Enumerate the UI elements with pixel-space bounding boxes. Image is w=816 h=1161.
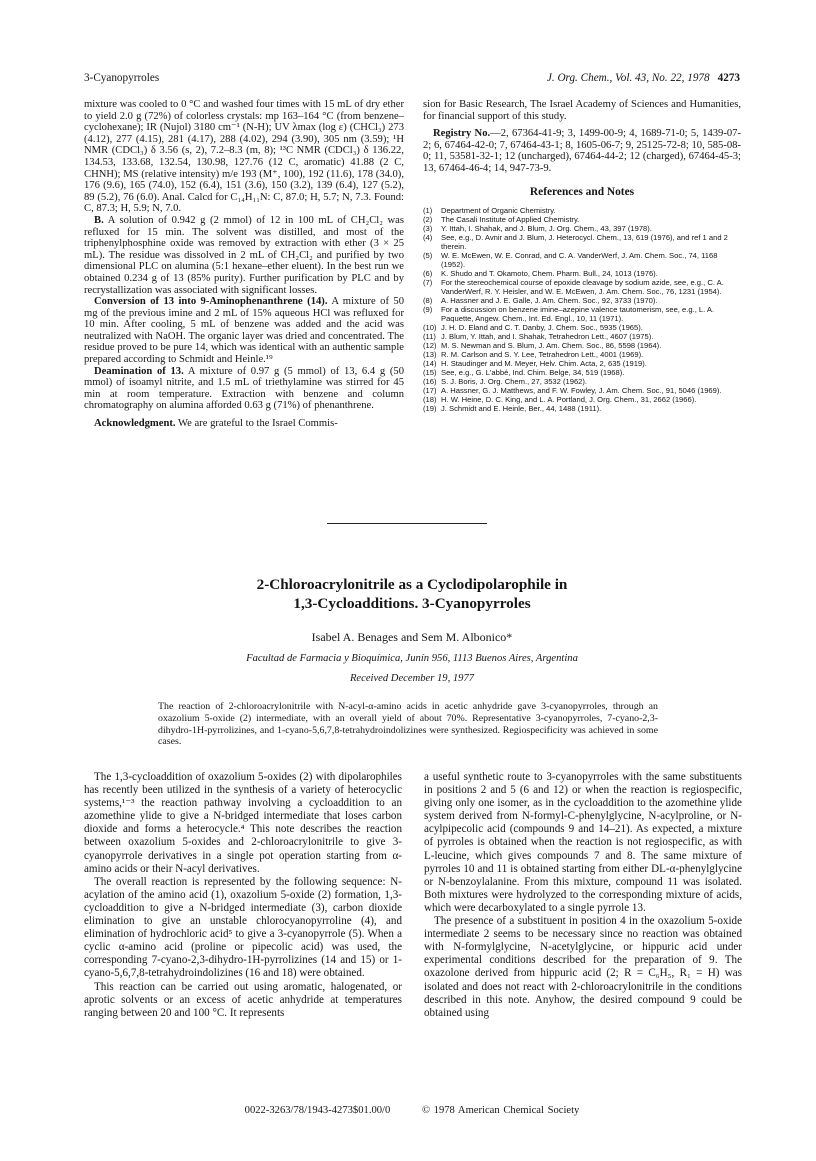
body-left-column (84, 771, 402, 1020)
reference-item (423, 341, 741, 350)
reference-item (423, 251, 741, 269)
reference-number: (8) (423, 296, 433, 306)
reference-text: J. Blum, Y. Ittah, and I. Shahak, Tetrahedron Lett., 4607 (1975). (441, 332, 654, 342)
reference-text: See, e.g., G. L'abbé, Ind. Chim. Belge, 34, 519 (1968). (441, 368, 625, 378)
paragraph: This reaction can be carried out using aromatic, halogenated, or aprotic solvents or an excess of acetic anhydride at temperatures ranging between 20 and 100 °C. It represents (84, 980, 402, 1019)
reference-text: W. E. McEwen, W. E. Conrad, and C. A. VanderWerf, J. Am. Chem. Soc., 74, 1168 (1952). (441, 251, 718, 270)
paragraph-text: A mixture of 0.97 g (5 mmol) of 13, 6.4 g (50 mmol) of isoamyl nitrite, and 1.5 mL of triethylamine was stirred for 45 min at room temperature. Extraction with benzene and column chromatography on alumina afforded 0.63 g (71%) of phenanthrene. (84, 365, 404, 412)
reference-text: R. M. Carlson and S. Y. Lee, Tetrahedron Lett., 4001 (1969). (441, 350, 644, 360)
authors: Isabel A. Benages and Sem M. Albonico* (311, 630, 513, 644)
paragraph: mixture was cooled to 0 °C and washed four times with 15 mL of dry ether to yield 2.0 g (72%) of colorless crystals: mp 163–164 °C (from benzene–cyclohexane); IR (Nujol) 3180 cm⁻¹ (N-H); UV λmax (log ε) (CHCl₃) 273 (4.12), 277 (4.15), 281 (4.17), 288 (4.02), 294 (3.90), 305 nm (3.59); ¹H NMR (CDCl₃) δ 3.56 (s, 2), 7.2–8.3 (m, 8); ¹³C NMR (CDCl₃) δ 136.22, 134.53, 133.68, 132.54, 130.98, 127.76 (12 C, aromatic) 41.88 (2 C, CHNH); MS (relative intensity) m/e 193 (M⁺, 100), 192 (11.6), 178 (34.0), 176 (9.6), 165 (74.0), 152 (6.4), 151 (3.6), 150 (3.2), 139 (6.4), 127 (5.2), 89 (5.2), 76 (6.0). Anal. Calcd for C₁₄H₁₁N: C, 87.0; H, 5.7; N, 7.3. Found: C, 87.3; H, 5.9; N, 7.0. (84, 99, 404, 215)
reference-number: (16) (423, 377, 437, 387)
paragraph: The overall reaction is represented by the following sequence: N-acylation of the amino acid (1), oxazolium 5-oxide (2) formation, 1,3-cycloaddition to give a N-bridged intermediate (3), carbon dioxide elimination to give an unstable chlorocyanopyrroline (4), and elimination of hydrochloric acid⁵ to give a 3-cyanopyrrole (5). When a cyclic α-amino acid (proline or pipecolic acid) was used, the corresponding 7-cyano-2,3-dihydro-1H-pyrrolizines (14 and 15) or 1-cyano-5,6,7,8-tetrahydroindolizines (16 and 18) were obtained. (84, 875, 402, 980)
reference-item (423, 224, 741, 233)
reference-text: S. J. Boris, J. Org. Chem., 27, 3532 (1962). (441, 377, 588, 387)
reference-item (423, 269, 741, 278)
paragraph: The presence of a substituent in position 4 in the oxazolium 5-oxide intermediate 2 seems to be necessary since no reaction was obtained with N-formylglycine, N-acetylglycine, or hippuric acid under experimental conditions described for the preparation of 9. The oxazolone derived from hippuric acid (2; R = C₆H₅, R₁ = H) was isolated and does not react with 2-chloroacrylonitrile in the conditions described in this note. Anyhow, the desired compound 9 could be obtained using (424, 915, 742, 1019)
footer-copyright: © 1978 American Chemical Society (421, 1105, 580, 1116)
reference-number: (6) (423, 269, 433, 279)
reference-number: (10) (423, 323, 437, 333)
running-title: 3-Cyanopyrroles (84, 72, 160, 84)
left-column-experimental (84, 99, 404, 430)
article-title-line: 2-Chloroacrylonitrile as a Cyclodipolarophile in (256, 576, 568, 593)
reference-text: H. Staudinger and M. Meyer, Helv. Chim. Acta, 2, 635 (1919). (441, 359, 647, 369)
footer-code: 0022-3263/78/1943-4273$01.00/0 (244, 1105, 391, 1116)
section-divider (327, 523, 487, 524)
reference-item (423, 206, 741, 215)
reference-text: For a discussion on benzene imine–azepine valence tautomerism, see, e.g., L. A. Paquette, Angew. Chem., Int. Ed. Engl., 10, 11 (1971). (441, 305, 715, 324)
reference-text: The Casali Institute of Applied Chemistry. (441, 215, 580, 225)
paragraph: sion for Basic Research, The Israel Academy of Sciences and Humanities, for financial support of this study. (423, 99, 741, 122)
page-footer (84, 1105, 740, 1116)
reference-number: (13) (423, 350, 437, 360)
reference-number: (17) (423, 386, 437, 396)
reference-item (423, 332, 741, 341)
reference-text: H. W. Heine, D. C. King, and L. A. Portland, J. Org. Chem., 31, 2662 (1966). (441, 395, 697, 405)
reference-text: A. Hassner, G. J. Matthews, and F. W. Fowley, J. Am. Chem. Soc., 91, 5046 (1969). (441, 386, 722, 396)
reference-number: (19) (423, 404, 437, 414)
reference-item (423, 296, 741, 305)
reference-item (423, 368, 741, 377)
reference-number: (15) (423, 368, 437, 378)
references-list (423, 206, 741, 413)
abstract: The reaction of 2-chloroacrylonitrile with N-acyl-α-amino acids in acetic anhydride gave 3-cyanopyrroles, through an oxazolium 5-oxide (2) intermediate, with an overall yield of about 70%. Representative 3-cyanopyrroles, 7-cyano-2,3-dihydro-1H-pyrrolizines, and 1-cyano-5,6,7,8-tetrahydroindolizines were synthesized. Regiospecificity was achieved in some cases. (158, 701, 658, 748)
article-title-line: 1,3-Cycloadditions. 3-Cyanopyrroles (293, 595, 531, 612)
paragraph-label: Conversion of 13 into 9-Aminophenanthrene (14). (94, 296, 328, 308)
article-title (84, 575, 740, 613)
reference-text: See, e.g., D. Avnir and J. Blum, J. Heterocycl. Chem., 13, 619 (1976), and ref 1 and 2 therein. (441, 233, 728, 252)
reference-text: For the stereochemical course of epoxide cleavage by sodium azide, see, e.g., C. A. VanderWerf, R. Y. Heisler, and W. E. McEwen, J. Am. Chem. Soc., 76, 1231 (1954). (441, 278, 724, 297)
right-column-notes (423, 99, 741, 413)
paragraph-text: A solution of 0.942 g (2 mmol) of 12 in 100 mL of CH₂Cl₂ was refluxed for 15 min. The solvent was distilled, and most of the triphenylphosphine oxide was removed by extraction with ether (3 × 25 mL). The residue was dissolved in 2 mL of CH₂Cl₂ and purified by two dimensional PLC on alumina (5:1 hexane–ether eluent). In the best run we obtained 0.234 g of 13 (85% purity). Further purification by PLC and by recrystallization was associated with significant losses. (84, 214, 404, 296)
reference-number: (7) (423, 278, 433, 288)
registry-numbers (423, 128, 741, 174)
reference-number: (3) (423, 224, 433, 234)
reference-item (423, 404, 741, 413)
body-right-column (424, 771, 742, 1020)
received-date: Received December 19, 1977 (349, 673, 475, 684)
references-heading: References and Notes (529, 185, 635, 198)
reference-text: K. Shudo and T. Okamoto, Chem. Pharm. Bull., 24, 1013 (1976). (441, 269, 658, 279)
reference-number: (9) (423, 305, 433, 315)
paragraph: a useful synthetic route to 3-cyanopyrroles with the same substituents in positions 2 and 5 (6 and 12) or when the reaction is regiospecific, giving only one isomer, as in the cycloaddition to the azomethine ylide system derived from N-formyl-C-phenylglycine, N-acylproline, or N-acylpipecolic acid (compounds 9 and 14–21). As expected, a mixture of pyrroles is obtained when the reaction is not regiospecific, as with L-leucine, which gives compounds 7 and 8. The same mixture of pyrroles 10 and 11 is obtained starting from either DL-α-phenylglycine or N-benzoylalanine. From this mixture, compound 11 was isolated. Both mixtures were hydrolyzed to the corresponding mixture of acids, which were decarboxylated to a single pyrrole 13. (424, 771, 742, 914)
paragraph-label: B. (94, 214, 104, 226)
paragraph: The 1,3-cycloaddition of oxazolium 5-oxides (2) with dipolarophiles has recently been utilized in the synthesis of a variety of heterocyclic systems,¹⁻³ the reaction pathway involving a cycloaddition to an azomethine ylide to give a N-bridged intermediate that loses carbon dioxide and forms a heterocycle.⁴ This note describes the reaction between oxazolium 5-oxides and 2-chloroacrylonitrile to give 3-cyanopyrrole derivatives in a single pot operation starting from α-amino acids or their N-acyl derivatives. (84, 771, 402, 875)
paragraph (84, 296, 404, 366)
affiliation: Facultad de Farmacia y Bioquímica, Junín 956, 1113 Buenos Aires, Argentina (246, 653, 578, 664)
reference-item (423, 323, 741, 332)
reference-item (423, 233, 741, 251)
journal-citation (547, 72, 740, 84)
paragraph-text: We are grateful to the Israel Commis- (177, 418, 338, 430)
reference-text: Y. Ittah, I. Shahak, and J. Blum, J. Org. Chem., 43, 397 (1978). (441, 224, 652, 234)
reference-item (423, 395, 741, 404)
paragraph (84, 418, 404, 430)
reference-text: J. H. D. Eland and C. T. Danby, J. Chem. Soc., 5935 (1965). (441, 323, 643, 333)
reference-number: (5) (423, 251, 433, 261)
reference-item (423, 305, 741, 323)
reference-number: (14) (423, 359, 437, 369)
reference-item (423, 278, 741, 296)
reference-text: Department of Organic Chemistry. (441, 206, 556, 216)
paragraph-label: Acknowledgment. (94, 418, 176, 430)
registry-text: —2, 67364-41-9; 3, 1499-00-9; 4, 1689-71-0; 5, 1439-07-2; 6, 67464-42-0; 7, 67464-43-1; 8, 1605-06-7; 9, 25125-72-8; 10, 585-08-0; 11, 53581-32-1; 12 (uncharged), 67464-44-2; 12 (charged), 67464-45-3; 13, 67464-46-4; 14, 947-73-9. (423, 128, 741, 174)
reference-number: (4) (423, 233, 433, 243)
paragraph-text: A mixture of 50 mg of the previous imine and 2 mL of 15% aqueous HCl was refluxed for 10 min. After cooling, 5 mL of benzene was added and the acid was neutralized with NaOH. The organic layer was dried and concentrated. The residue proved to be pure 14, which was identical with an authentic sample prepared according to Schmidt and Heinle.¹⁹ (84, 296, 404, 366)
reference-item (423, 359, 741, 368)
reference-number: (11) (423, 332, 436, 342)
reference-text: A. Hassner and J. E. Galle, J. Am. Chem. Soc., 92, 3733 (1970). (441, 296, 658, 306)
page-number: 4273 (717, 72, 740, 84)
reference-item (423, 386, 741, 395)
registry-label: Registry No. (433, 128, 491, 140)
reference-text: J. Schmidt and E. Heinle, Ber., 44, 1488 (1911). (441, 404, 602, 414)
paragraph (84, 366, 404, 412)
reference-item (423, 350, 741, 359)
reference-text: M. S. Newman and S. Blum, J. Am. Chem. Soc., 86, 5598 (1964). (441, 341, 662, 351)
paragraph-label: Deamination of 13. (94, 365, 184, 377)
reference-number: (18) (423, 395, 437, 405)
reference-item (423, 377, 741, 386)
paragraph (84, 215, 404, 296)
journal-name: J. Org. Chem., Vol. 43, No. 22, 1978 (546, 72, 710, 84)
reference-item (423, 215, 741, 224)
reference-number: (2) (423, 215, 433, 225)
reference-number: (12) (423, 341, 437, 351)
reference-number: (1) (423, 206, 433, 216)
